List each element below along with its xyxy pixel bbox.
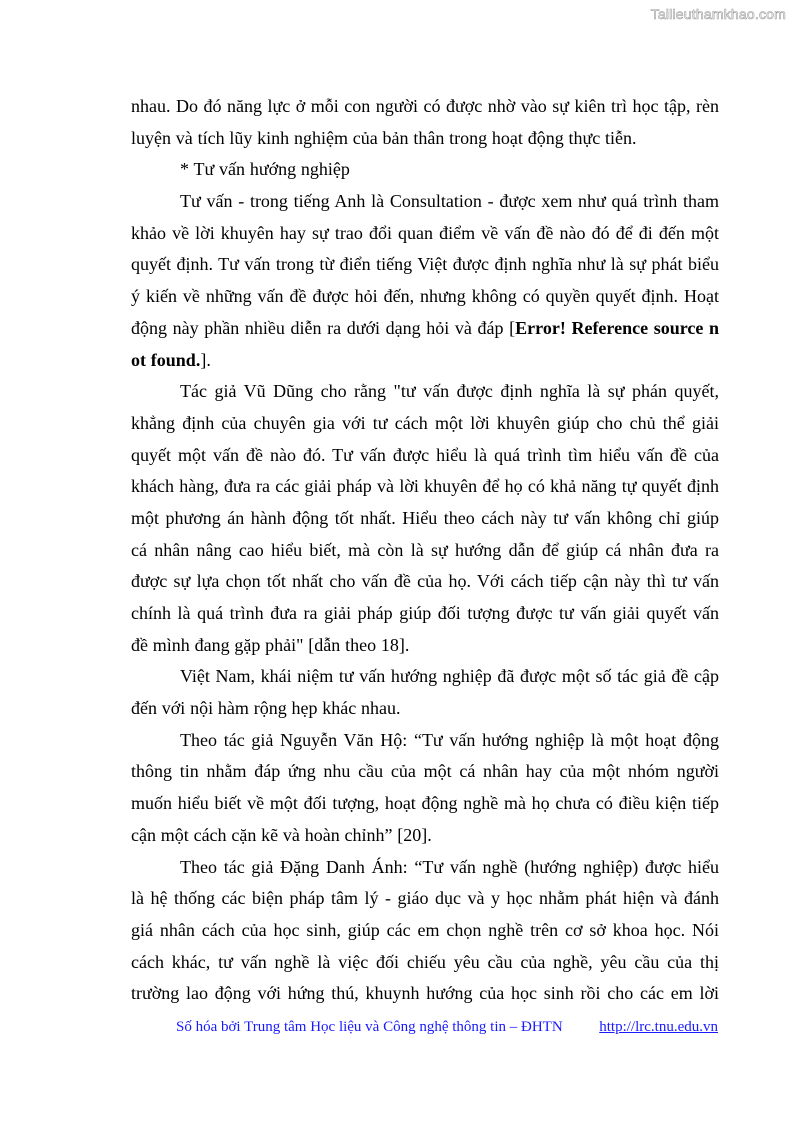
text-line: giá nhân cách của học sinh, giúp các em chọn nghề trên cơ sở khoa học. Nói bbox=[131, 919, 719, 940]
text-line: chính là quá trình đưa ra giải pháp giúp đối tượng được tư vấn giải quyết vấn bbox=[131, 603, 719, 623]
page-footer bbox=[176, 1019, 718, 1036]
text-line: khẳng định của chuyên gia với tư cách một lời khuyên giúp cho chủ thể giải bbox=[131, 412, 719, 433]
footer-credit: Số hóa bởi Trung tâm Học liệu và Công nghệ thông tin – ĐHTN bbox=[176, 1019, 563, 1035]
text-line: Theo tác giả Nguyễn Văn Hộ: “Tư vấn hướng nghiệp là một hoạt động bbox=[180, 729, 719, 750]
text-line: đến với nội hàm rộng hẹp khác nhau. bbox=[131, 698, 401, 719]
text-line: nhau. Do đó năng lực ở mỗi con người có được nhờ vào sự kiên trì học tập, rèn bbox=[131, 96, 719, 116]
document-body bbox=[131, 91, 719, 1010]
section-heading: * Tư vấn hướng nghiệp bbox=[180, 159, 350, 180]
text-line bbox=[131, 313, 719, 345]
watermark: Tailieuthamkhao.com bbox=[650, 6, 786, 22]
text-line: khách hàng, đưa ra các giải pháp và lời khuyên để họ có khả năng tự quyết định bbox=[131, 476, 719, 497]
text-run: ]. bbox=[200, 349, 211, 370]
text-line: một phương án hành động tốt nhất. Hiểu theo cách này tư vấn không chỉ giúp bbox=[131, 507, 719, 528]
text-line: muốn hiểu biết về một đối tượng, hoạt động nghề mà họ chưa có điều kiện tiếp bbox=[131, 793, 719, 814]
text-line: cá nhân nâng cao hiểu biết, mà còn là sự hướng dẫn để giúp cá nhân đưa ra bbox=[131, 539, 719, 560]
text-line: Theo tác giả Đặng Danh Ánh: “Tư vấn nghề (hướng nghiệp) được hiểu bbox=[180, 856, 719, 877]
text-line: trường lao động với hứng thú, khuynh hướng của học sinh rồi cho các em lời bbox=[131, 983, 719, 1004]
text-line: cận một cách cặn kẽ và hoàn chỉnh” [20]. bbox=[131, 824, 432, 845]
text-line: khảo về lời khuyên hay sự trao đổi quan điểm về vấn đề nào đó để đi đến một bbox=[131, 222, 719, 243]
text-line: Việt Nam, khái niệm tư vấn hướng nghiệp đã được một số tác giả đề cập bbox=[180, 666, 719, 687]
text-line: đề mình đang gặp phải" [dẫn theo 18]. bbox=[131, 634, 410, 655]
text-line: luyện và tích lũy kinh nghiệm của bản thân trong hoạt động thực tiễn. bbox=[131, 127, 637, 148]
text-line: ý kiến về những vấn đề được hỏi đến, nhưng không có quyền quyết định. Hoạt bbox=[131, 286, 719, 307]
text-run: động này phần nhiều diễn ra dưới dạng hỏi và đáp [ bbox=[131, 317, 516, 338]
text-line: Tác giả Vũ Dũng cho rằng "tư vấn được định nghĩa là sự phán quyết, bbox=[180, 381, 719, 402]
text-line: được sự lựa chọn tốt nhất cho vấn đề của họ. Với cách tiếp cận này thì tư vấn bbox=[131, 571, 719, 592]
text-line: quyết định. Tư vấn trong từ điển tiếng Việt được định nghĩa như là sự phát biểu bbox=[131, 254, 719, 275]
text-line: là hệ thống các biện pháp tâm lý - giáo dục và y học nhằm phát hiện và đánh bbox=[131, 888, 719, 909]
text-line: thông tin nhằm đáp ứng nhu cầu của một cá nhân hay của một nhóm người bbox=[131, 761, 719, 782]
footer-link[interactable]: http://lrc.tnu.edu.vn bbox=[599, 1019, 718, 1035]
reference-error: ot found. bbox=[131, 349, 201, 370]
text-line bbox=[131, 345, 719, 377]
reference-error: Error! Reference source n bbox=[515, 317, 720, 338]
text-line: Tư vấn - trong tiếng Anh là Consultation - được xem như quá trình tham bbox=[180, 191, 719, 212]
text-line: cách khác, tư vấn nghề là việc đối chiếu yêu cầu của nghề, yêu cầu của thị bbox=[131, 951, 719, 972]
text-line: quyết một vấn đề nào đó. Tư vấn được hiểu là quá trình tìm hiểu vấn đề của bbox=[131, 444, 719, 465]
